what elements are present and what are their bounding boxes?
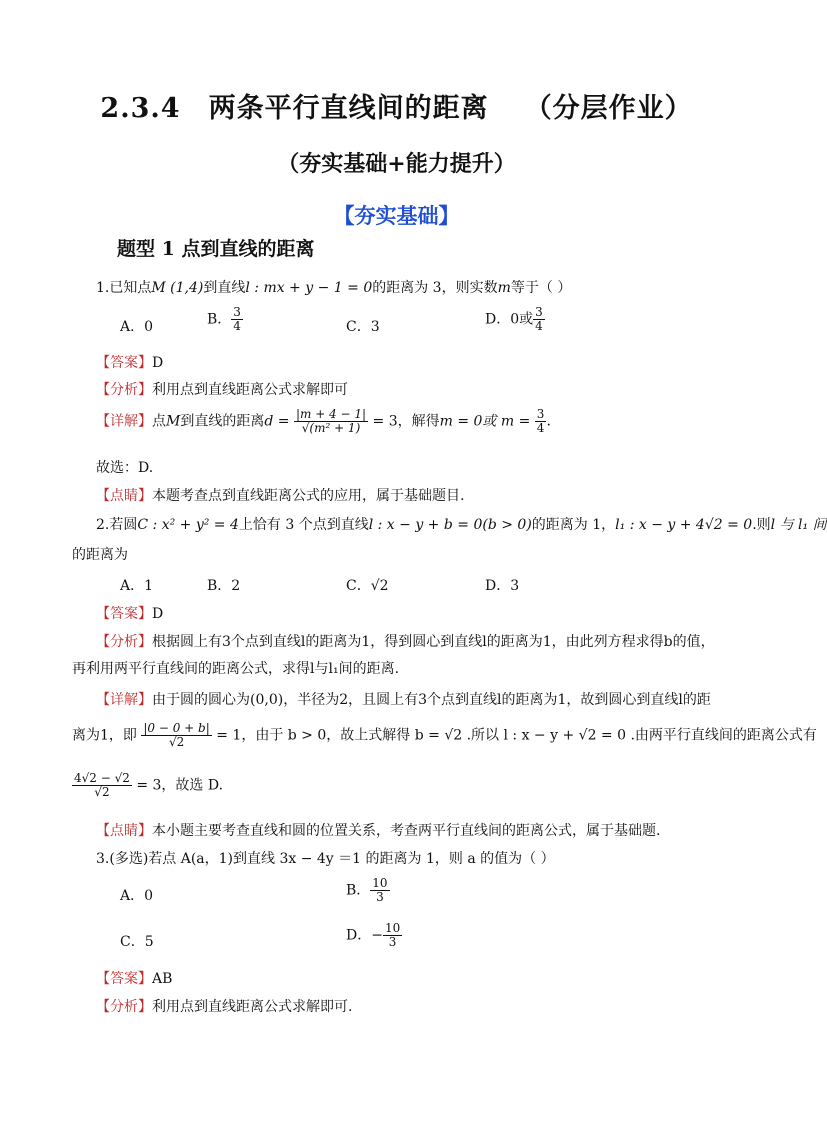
q2-option-b: B．2 xyxy=(207,578,241,594)
title-text: 两条平行直线间的距离 xyxy=(208,93,489,124)
title-suffix: （分层作业） xyxy=(524,93,693,124)
q3-option-a: A．0 xyxy=(120,888,154,904)
q1-analysis: 【分析】利用点到直线距离公式求解即可 xyxy=(96,382,348,398)
page-title xyxy=(0,86,793,125)
question-type-heading: 题型 1 点到直线的距离 xyxy=(117,238,315,260)
title-number: 2.3.4 xyxy=(100,93,181,124)
q1-conclusion: 故选：D. xyxy=(96,460,154,476)
q2-option-d: D．3 xyxy=(485,578,520,594)
section-heading: 【夯实基础】 xyxy=(333,203,460,228)
q3-analysis: 【分析】利用点到直线距离公式求解即可. xyxy=(96,999,353,1015)
q1-option-d: D．0或 $\frac{3}{4}$ xyxy=(485,305,543,333)
q2-detail: 【详解】由于圆的圆心为(0,0)，半径为2，且圆上有3个点到直线l的距离为1，故到圆心到直线l的距 xyxy=(96,692,711,708)
q1-option-b: B． $\frac{3}{4}$ xyxy=(207,305,241,333)
q3-option-c: C．5 xyxy=(120,934,154,950)
q1-option-c: C．3 xyxy=(346,319,380,335)
q2-stem: 2.若圆C : x² + y² = 4上恰有 3 个点到直线l : x − y + b = 0(b > 0)的距离为 1，l₁ : x − y + 4√2 = 0.则l 与 l₁ 间 xyxy=(96,517,827,533)
page-subtitle: （夯实基础+能力提升） xyxy=(277,151,516,177)
q1-comment: 【点睛】本题考查点到直线距离公式的应用，属于基础题目. xyxy=(96,488,465,504)
q2-analysis-cont: 再利用两平行直线间的距离公式，求得l与l₁间的距离. xyxy=(72,661,400,677)
q2-answer: 【答案】D xyxy=(96,606,164,622)
q1-detail: 【详解】点M到直线的距离d = $\frac{|m + 4 - 1|}{\text{√(m² + 1)}}$ = 3，解得m = 0或 m = $\frac{3}{4}$ . xyxy=(96,407,551,435)
q2-stem-cont: 的距离为 xyxy=(72,547,128,563)
q2-detail-line3: $\frac{4√2 - √2}{√2}$ = 3，故选 D. xyxy=(74,771,224,799)
q2-detail-line2: 离为1，即 $\frac{|0 - 0 + b|}{√2}$ = 1，由于 b > 0，故上式解得 b = √2 .所以 l : x − y + √2 = 0 .由两平行直线间的距离公式有 xyxy=(72,721,817,749)
q3-answer: 【答案】AB xyxy=(96,971,173,987)
q2-analysis: 【分析】根据圆上有3个点到直线l的距离为1，得到圆心到直线l的距离为1，由此列方程求得b的值， xyxy=(96,634,715,650)
q2-option-a: A．1 xyxy=(120,578,154,594)
q1-option-a: A．0 xyxy=(120,319,154,335)
q3-stem: 3.(多选)若点 A(a，1)到直线 3x − 4y ＝1 的距离为 1，则 a 的值为（ ） xyxy=(96,851,555,867)
q1-answer: 【答案】D xyxy=(96,355,164,371)
q3-option-b: B． $\frac{10}{3}$ xyxy=(346,876,388,904)
q2-comment: 【点睛】本小题主要考查直线和圆的位置关系，考查两平行直线间的距离公式，属于基础题. xyxy=(96,823,661,839)
q3-option-d: D．− $\frac{10}{3}$ xyxy=(346,921,401,949)
q1-stem: 1.已知点M (1,4)到直线l : mx + y − 1 = 0的距离为 3，则实数m等于（ ） xyxy=(96,280,572,296)
q2-option-c: C．√2 xyxy=(346,578,389,594)
